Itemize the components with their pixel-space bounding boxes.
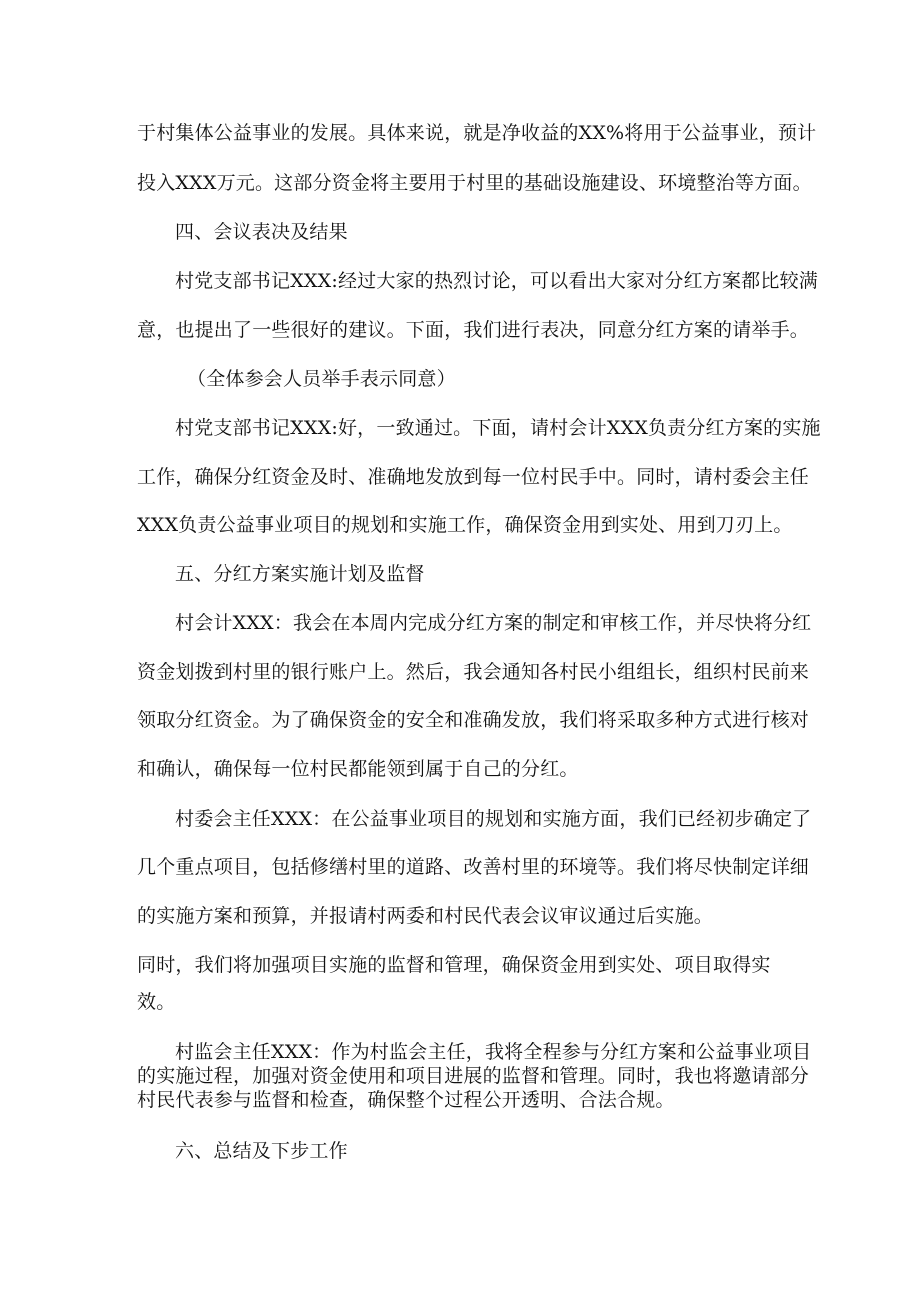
paragraph-line: 村党支部书记XXX:经过大家的热烈讨论，可以看出大家对分红方案都比较满 (175, 270, 818, 292)
paragraph-line: 村监会主任XXX：作为村监会主任，我将全程参与分红方案和公益事业项目 (175, 1041, 812, 1063)
paragraph-line: 的实施方案和预算，并报请村两委和村民代表会议审议通过后实施。 (137, 905, 714, 927)
paragraph-line: 意，也提出了一些很好的建议。下面，我们进行表决，同意分红方案的请举手。 (137, 319, 810, 341)
paragraph-line: 领取分红资金。为了确保资金的安全和准确发放，我们将采取多种方式进行核对 (137, 709, 810, 731)
paragraph-line: 和确认，确保每一位村民都能领到属于自己的分红。 (137, 758, 579, 780)
paragraph-line: 效。 (137, 991, 176, 1013)
paragraph-line: 村委会主任XXX：在公益事业项目的规划和实施方面，我们已经初步确定了 (175, 808, 812, 830)
paragraph-line: 村民代表参与监督和检查，确保整个过程公开透明、合法合规。 (137, 1089, 675, 1111)
paragraph-line: 工作，确保分红资金及时、准确地发放到每一位村民手中。同时，请村委会主任 (137, 466, 810, 488)
section-heading-6: 六、总结及下步工作 (175, 1140, 348, 1162)
section-heading-5: 五、分红方案实施计划及监督 (175, 563, 425, 585)
paragraph-line: 资金划拨到村里的银行账户上。然后，我会通知各村民小组组长，组织村民前来 (137, 661, 810, 683)
paragraph-line: 于村集体公益事业的发展。具体来说，就是净收益的XX%将用于公益事业，预计 (137, 122, 817, 144)
stage-note: （全体参会人员举手表示同意） (187, 368, 456, 390)
paragraph-line: 投入XXX万元。这部分资金将主要用于村里的基础设施建设、环境整治等方面。 (137, 172, 812, 194)
paragraph-line: XXX负责公益事业项目的规划和实施工作，确保资金用到实处、用到刀刃上。 (137, 514, 793, 536)
paragraph-line: 村党支部书记XXX:好，一致通过。下面，请村会计XXX负责分红方案的实施 (175, 417, 821, 439)
paragraph-line: 几个重点项目，包括修缮村里的道路、改善村里的环境等。我们将尽快制定详细 (137, 856, 810, 878)
paragraph-line: 的实施过程，加强对资金使用和项目进展的监督和管理。同时，我也将邀请部分 (137, 1065, 810, 1087)
paragraph-line: 村会计XXX：我会在本周内完成分红方案的制定和审核工作，并尽快将分红 (175, 612, 812, 634)
paragraph-line: 同时，我们将加强项目实施的监督和管理，确保资金用到实处、项目取得实 (137, 954, 771, 976)
section-heading-4: 四、会议表决及结果 (175, 221, 348, 243)
